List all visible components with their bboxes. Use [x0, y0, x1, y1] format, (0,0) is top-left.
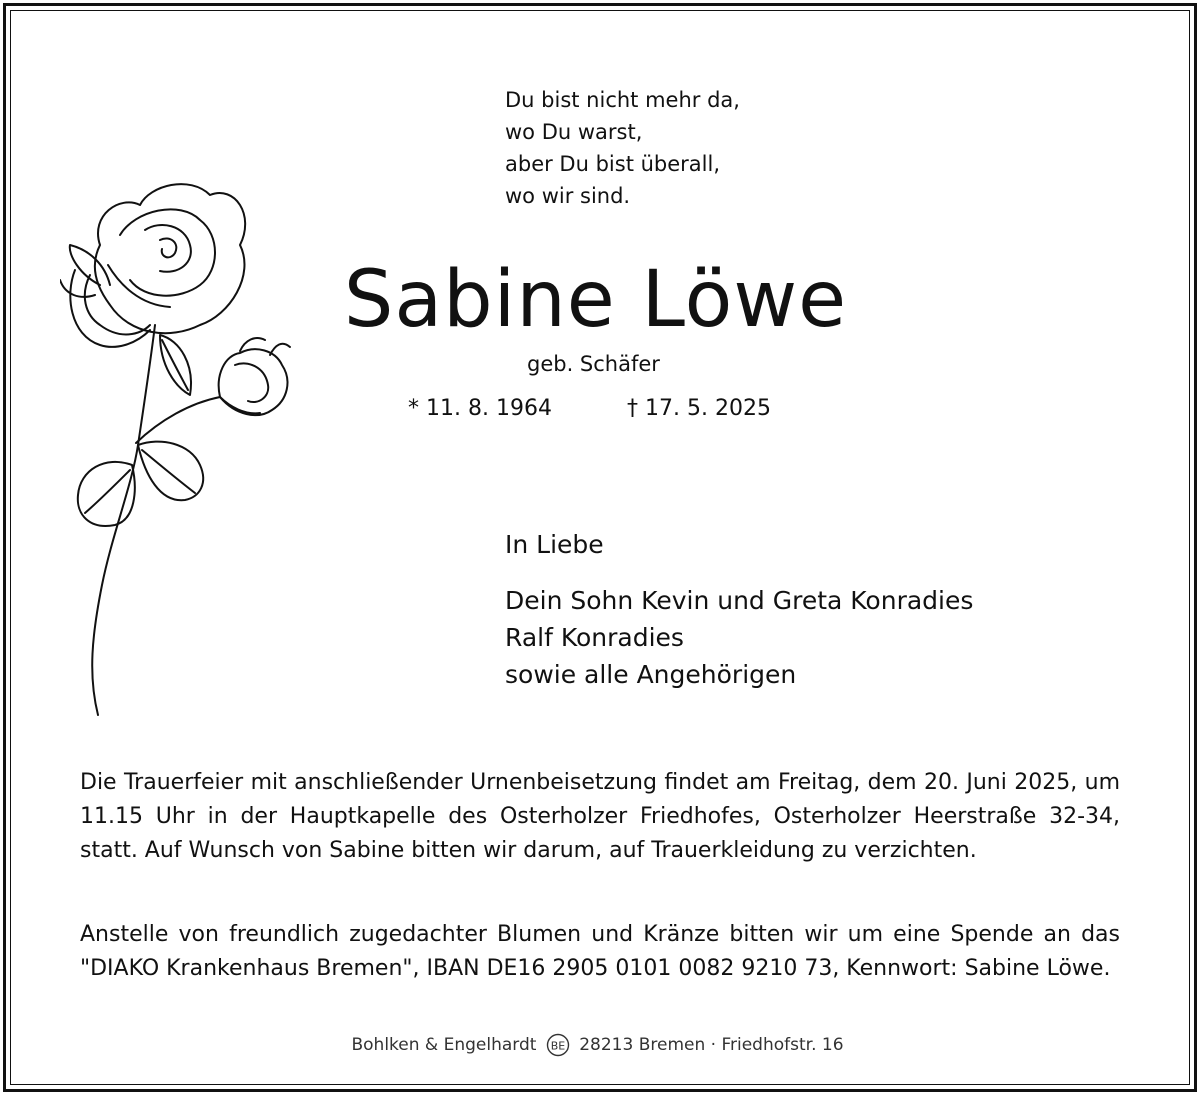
poem-line: wo Du warst,: [505, 120, 643, 144]
death-date: † 17. 5. 2025: [627, 396, 771, 421]
closing-block: [505, 526, 973, 693]
mourner-line: Dein Sohn Kevin und Greta Konradies: [505, 586, 974, 615]
funeral-home-logo-icon: [546, 1033, 570, 1057]
poem-line: aber Du bist überall,: [505, 152, 721, 176]
maiden-name: geb. Schäfer: [527, 352, 660, 376]
closing-intro: In Liebe: [505, 530, 604, 559]
poem: [505, 84, 740, 212]
mourner-line: Ralf Konradies: [505, 623, 684, 652]
poem-line: Du bist nicht mehr da,: [505, 88, 740, 112]
mourner-line: sowie alle Angehörigen: [505, 660, 797, 689]
poem-line: wo wir sind.: [505, 184, 631, 208]
deceased-name: [0, 250, 1195, 350]
footer-company: Bohlken & Engelhardt: [351, 1035, 537, 1055]
deceased-name-text: Sabine Löwe: [343, 255, 848, 345]
logo-text: BE: [550, 1039, 566, 1053]
ceremony-paragraph: Die Trauerfeier mit anschließender Urnenbeisetzung findet am Freitag, dem 20. Juni 2025, um 11.15 Uhr in der Hauptkapelle des Osterholzer Friedhofes, Osterholzer Heerstraße 32-34, statt. Auf Wunsch von Sabine bitten wir darum, auf Trauerkleidung zu verzichten.: [80, 770, 1120, 863]
footer-address: 28213 Bremen · Friedhofstr. 16: [579, 1035, 844, 1055]
birth-date: * 11. 8. 1964: [408, 396, 552, 421]
footer: [0, 1030, 1195, 1060]
donation-paragraph: Anstelle von freundlich zugedachter Blumen und Kränze bitten wir um eine Spende an das "DIAKO Krankenhaus Bremen", IBAN DE16 2905 0101 0082 9210 73, Kennwort: Sabine Löwe.: [80, 922, 1120, 981]
